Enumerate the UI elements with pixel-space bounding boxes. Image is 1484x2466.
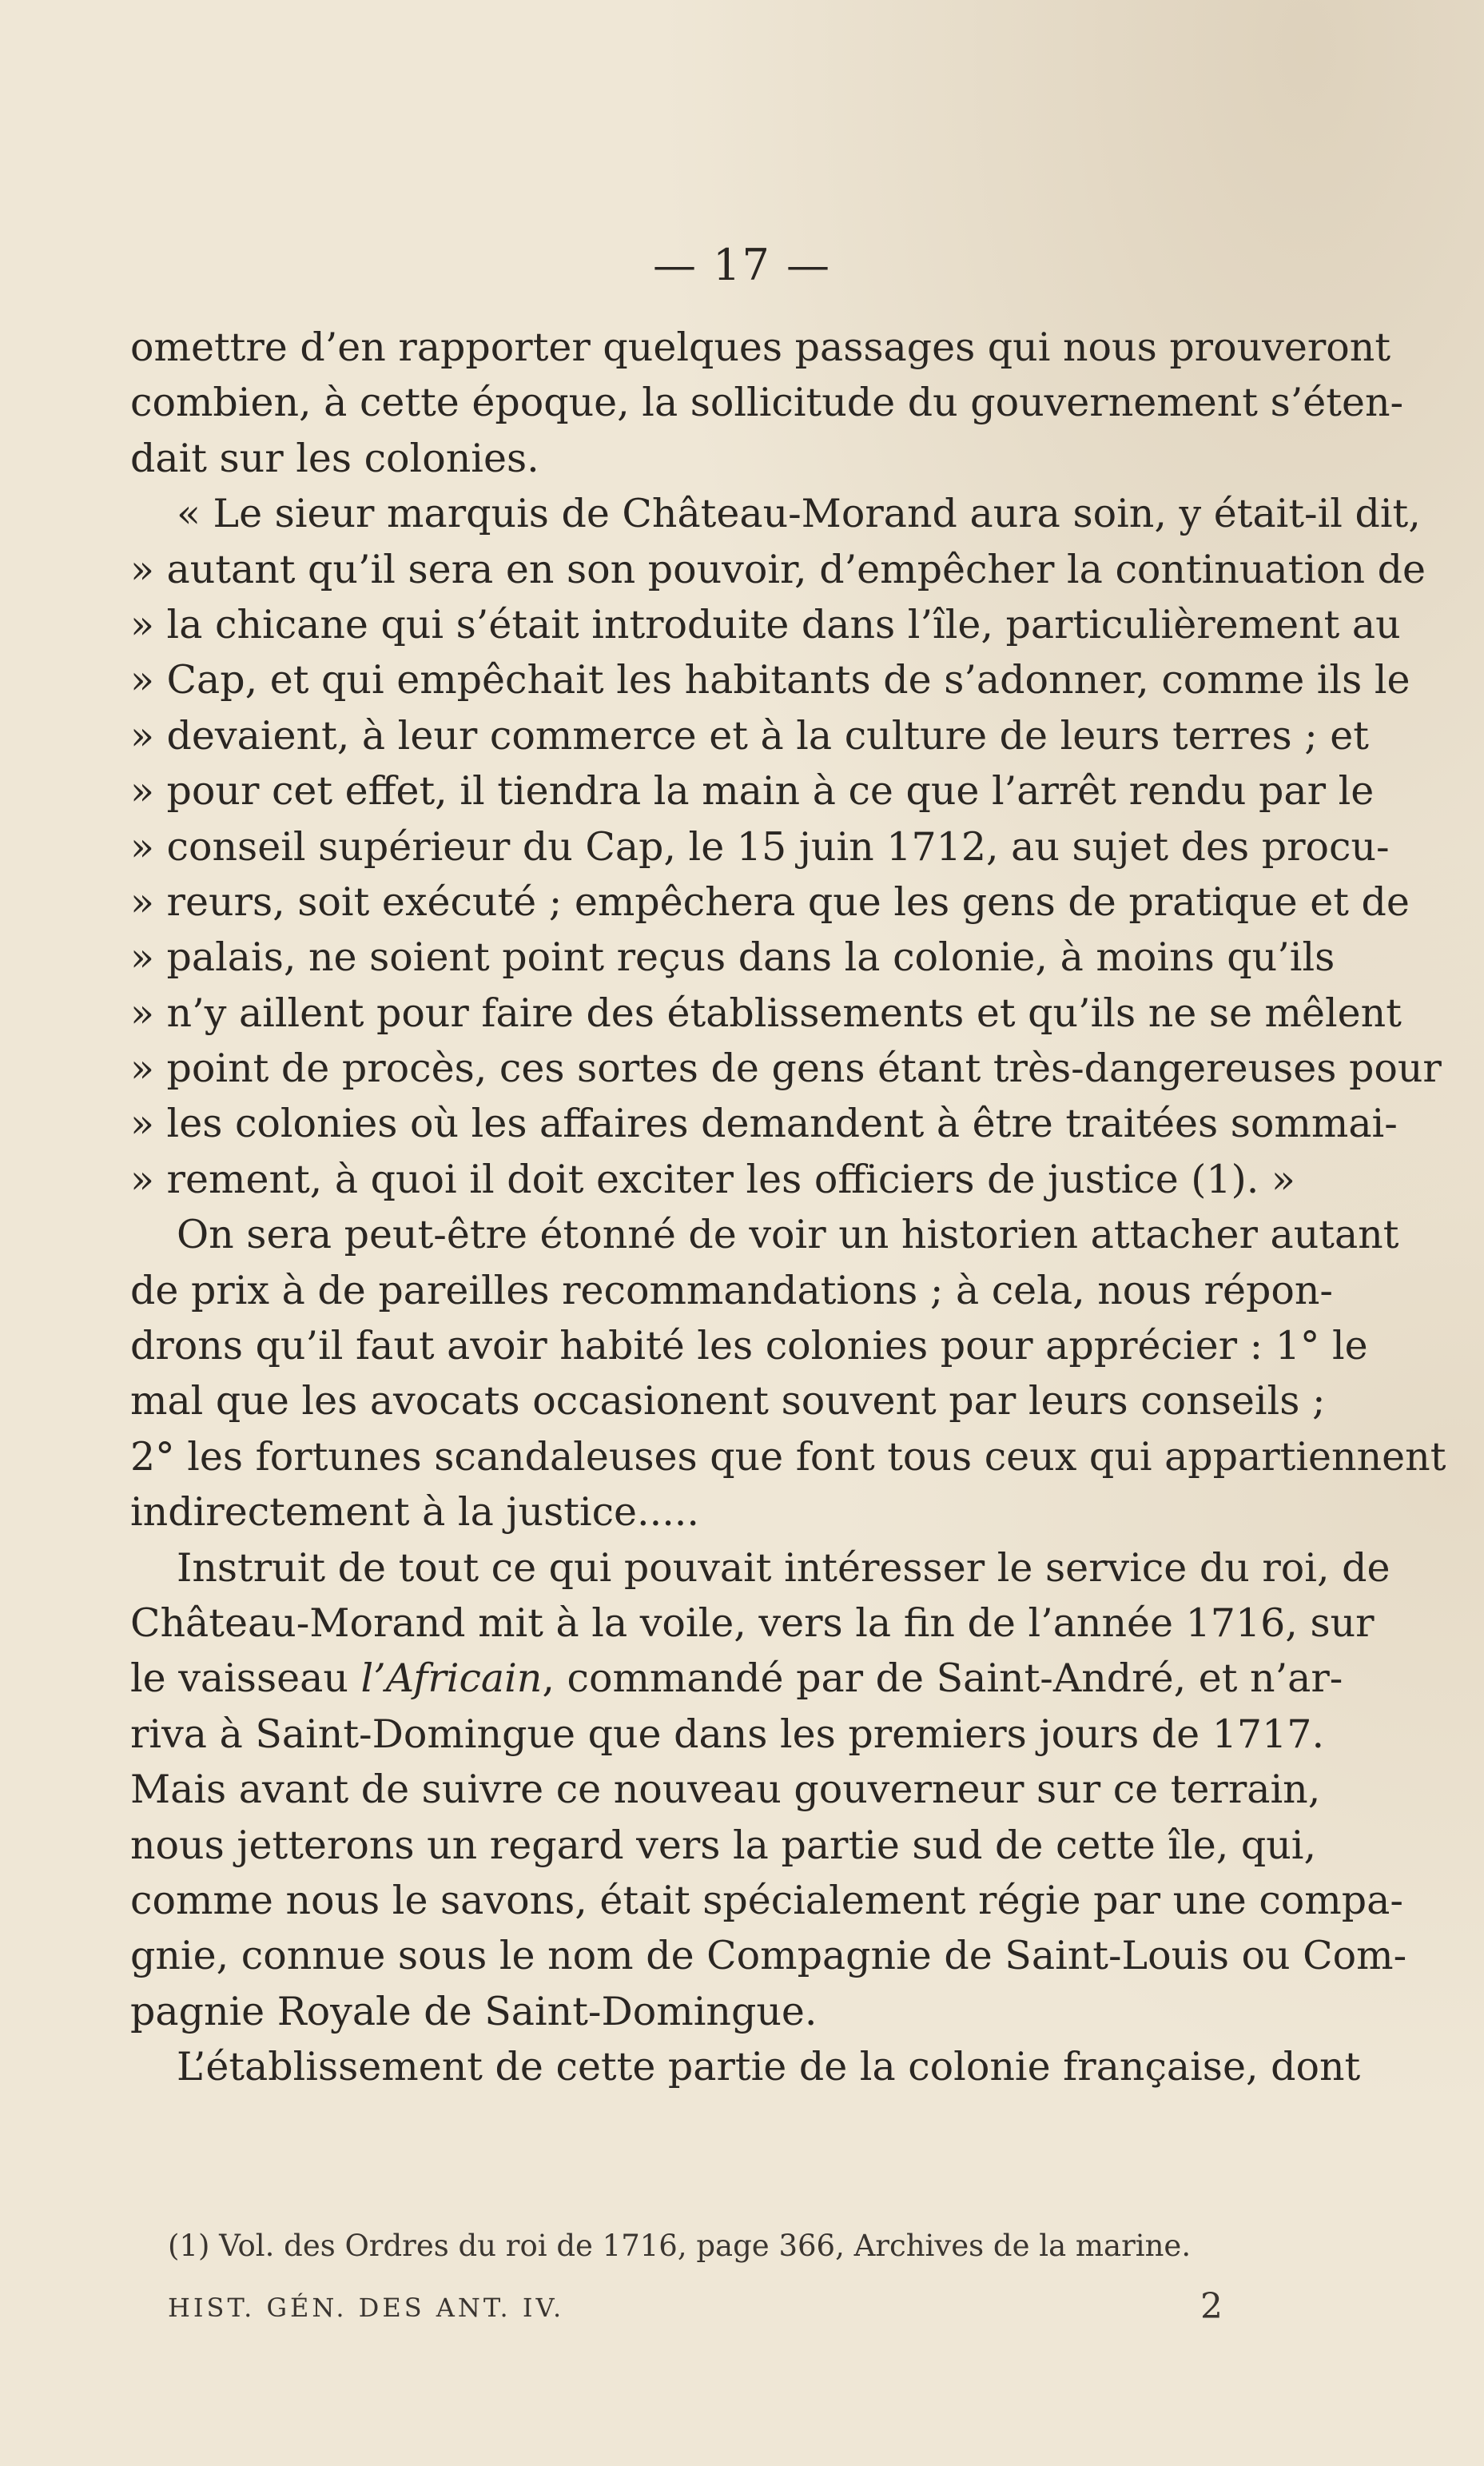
text-line-content: 2° les fortunes scandaleuses que font tous ceux qui appartiennent <box>130 1433 1446 1480</box>
text-line-content: comme nous le savons, était spécialement régie par une compa- <box>130 1877 1403 1923</box>
text-line-content: Château-Morand mit à la voile, vers la fin de l’année 1716, sur <box>130 1600 1375 1646</box>
text-line-content: » autant qu’il sera en son pouvoir, d’empêcher la continuation de <box>130 546 1426 592</box>
footnote: (1) Vol. des Ordres du roi de 1716, page 366, Archives de la marine. <box>168 2229 1192 2263</box>
text-line-content: omettre d’en rapporter quelques passages qui nous prouveront <box>130 325 1391 370</box>
text-line <box>130 320 1391 375</box>
text-line-content: L’établissement de cette partie de la colonie française, dont <box>177 2044 1361 2090</box>
text-line-content: Instruit de tout ce qui pouvait intéresser le service du roi, de <box>177 1544 1391 1591</box>
text-line <box>130 1096 1398 1151</box>
text-line <box>130 763 1375 819</box>
text-line-content: » Cap, et qui empêchait les habitants de s’adonner, comme ils le <box>130 657 1410 703</box>
body-text <box>130 320 1446 2095</box>
text-line <box>130 1263 1333 1318</box>
signature-number: 2 <box>1200 2286 1223 2327</box>
text-line-content: » palais, ne soient point reçus dans la colonie, à moins qu’ils <box>130 934 1335 981</box>
text-line <box>130 819 1390 874</box>
text-line-content: » la chicane qui s’était introduite dans l’île, particulièrement au <box>130 601 1401 647</box>
text-line <box>130 1373 1326 1428</box>
text-line <box>130 1651 1343 1706</box>
text-line <box>130 1429 1446 1484</box>
ship-name: l’Africain <box>360 1655 543 1702</box>
text-line-content: » conseil supérieur du Cap, le 15 juin 1712, au sujet des procu- <box>130 823 1390 870</box>
text-line-content: riva à Saint-Domingue que dans les premiers jours de 1717. <box>130 1711 1325 1757</box>
text-line <box>130 1318 1368 1373</box>
text-line-content: Mais avant de suivre ce nouveau gouverneur sur ce terrain, <box>130 1767 1321 1813</box>
text-line <box>130 1152 1299 1207</box>
text-line <box>130 1540 1391 1596</box>
text-line-content: » pour cet effet, il tiendra la main à ce que l’arrêt rendu par le <box>130 768 1375 815</box>
text-line-content: de prix à de pareilles recommandations ; à cela, nous répon- <box>130 1267 1333 1313</box>
text-line <box>130 708 1369 763</box>
text-line-content: » devaient, à leur commerce et à la culture de leurs terres ; et <box>130 712 1369 759</box>
text-line-content: pagnie Royale de Saint-Domingue. <box>130 1988 818 2034</box>
page-number: — 17 — <box>652 240 832 290</box>
text-line-content: , commandé par de Saint-André, et n’ar- <box>542 1655 1343 1702</box>
text-line-content: » reurs, soit exécuté ; empêchera que les gens de pratique et de <box>130 878 1410 925</box>
text-line <box>130 1207 1399 1262</box>
text-line-content: » n’y aillent pour faire des établissements et qu’ils ne se mêlent <box>130 990 1402 1036</box>
text-line <box>130 1484 1299 1540</box>
text-line-content: » point de procès, ces sortes de gens étant très-dangereuses pour <box>130 1046 1442 1092</box>
text-line <box>130 930 1335 985</box>
text-line <box>130 1873 1403 1928</box>
text-line <box>130 431 1299 486</box>
text-line <box>130 542 1426 597</box>
text-line <box>130 1596 1375 1651</box>
text-line <box>130 1984 1299 2039</box>
text-line <box>130 2039 1361 2094</box>
text-line <box>130 874 1410 930</box>
text-line <box>130 486 1421 541</box>
text-line-content: indirectement à la justice..... <box>130 1489 699 1536</box>
text-line-content: drons qu’il faut avoir habité les colonies pour apprécier : 1° le <box>130 1323 1368 1369</box>
text-line-content: combien, à cette époque, la sollicitude du gouvernement s’éten- <box>130 380 1404 426</box>
text-line <box>130 652 1410 707</box>
text-line <box>130 1707 1325 1762</box>
text-line-content: » les colonies où les affaires demandent à être traitées sommai- <box>130 1101 1398 1147</box>
text-line-content: nous jetterons un regard vers la partie sud de cette île, qui, <box>130 1822 1317 1868</box>
text-line-content: gnie, connue sous le nom de Compagnie de Saint-Louis ou Com- <box>130 1933 1407 1979</box>
text-line-content: mal que les avocats occasionent souvent par leurs conseils ; <box>130 1378 1326 1424</box>
text-line <box>130 375 1404 430</box>
text-line-content: On sera peut-être étonné de voir un historien attacher autant <box>177 1212 1399 1258</box>
text-line-content: « Le sieur marquis de Château-Morand aura soin, y était-il dit, <box>177 491 1421 537</box>
text-line <box>130 986 1402 1041</box>
text-line <box>130 1041 1442 1096</box>
text-line-content: » rement, à quoi il doit exciter les officiers de justice (1). » <box>130 1156 1295 1202</box>
text-line <box>130 1818 1317 1873</box>
text-line <box>130 597 1401 652</box>
printer-signature: HIST. GÉN. DES ANT. IV. <box>168 2293 565 2323</box>
text-line <box>130 1928 1407 1983</box>
text-line-content: le vaisseau <box>130 1655 361 1702</box>
text-line <box>130 1762 1321 1817</box>
text-line-content: dait sur les colonies. <box>130 435 539 481</box>
